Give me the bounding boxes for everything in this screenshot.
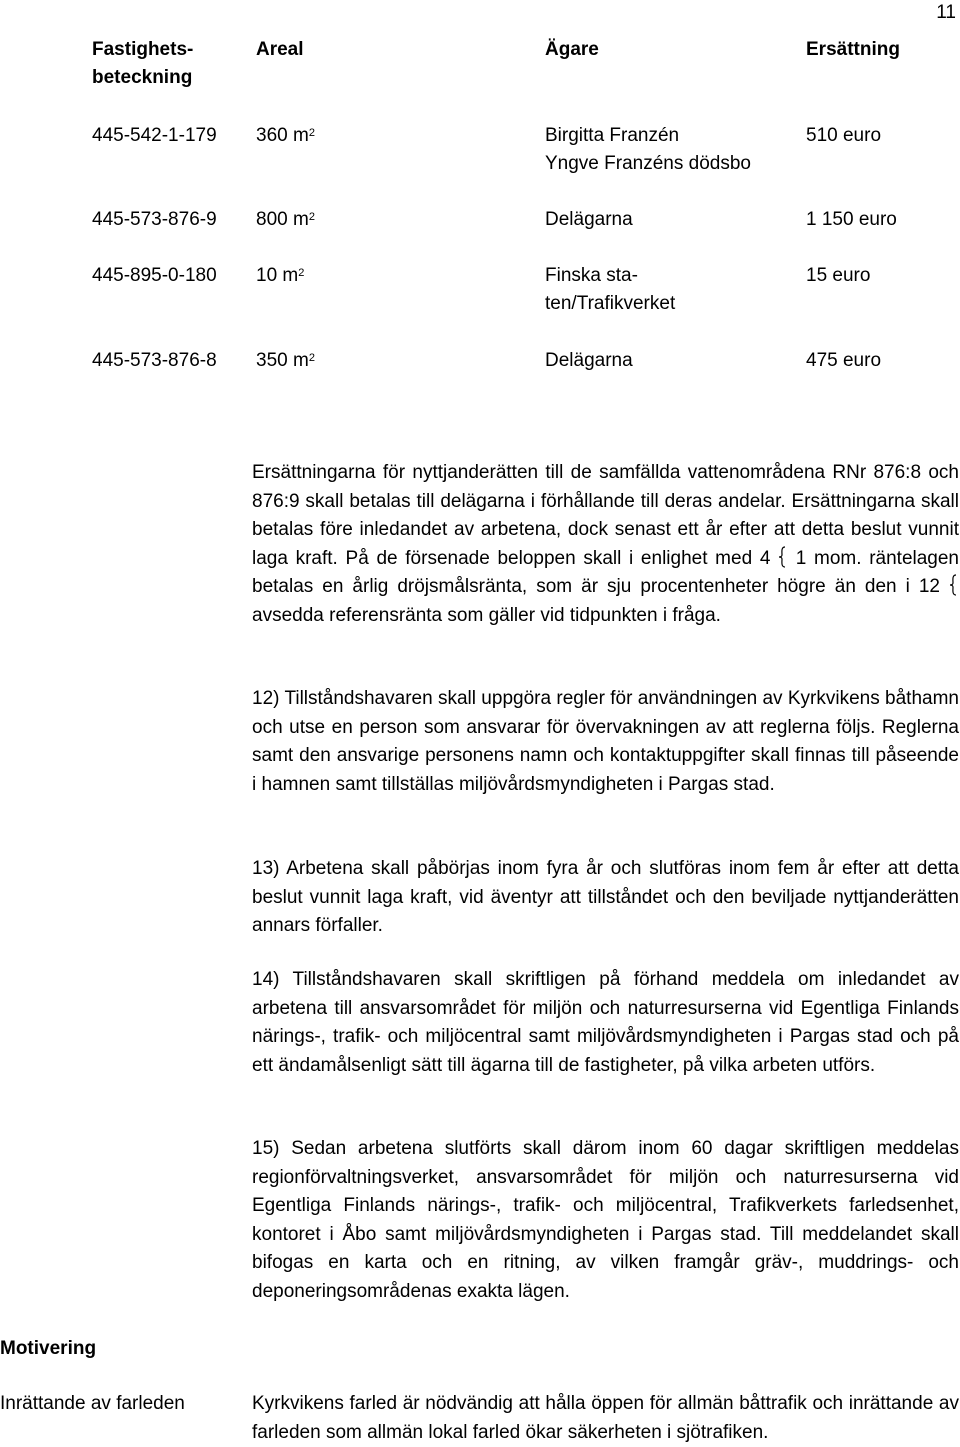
section-sign-icon [778, 545, 788, 574]
row-4-owner: Delägarna [545, 350, 633, 371]
row-2-owner: Delägarna [545, 209, 633, 230]
row-2-area: 800 $m^2$ [256, 209, 315, 230]
row-2-compensation: 1 150 euro [806, 209, 897, 230]
page-number: 11 [936, 2, 956, 23]
row-1-designation: 445-542-1-179 [92, 125, 217, 146]
header-designation: Fastighets- beteckning [92, 39, 194, 88]
header-area: Areal [256, 39, 304, 60]
side-label-farleden: Inrättande av farleden [0, 1393, 185, 1414]
row-1-compensation: 510 euro [806, 125, 882, 146]
paragraph-14: 14) Tillståndshavaren skall skriftligen på förhand meddela om inledandet av arbetena till ansvarsområdet för miljön och naturresurserna vid Egentliga Finlands närings-, trafik- och miljöcentral samt miljövårdsmyndigheten i Pargas stad och på ett ändamålsenligt sätt till ägarna till de fastigheter, på vilka arbeten utförs. [252, 969, 959, 1076]
row-3-designation: 445-895-0-180 [92, 265, 217, 286]
row-4-compensation: 475 euro [806, 350, 882, 371]
header-owner: Ägare [545, 39, 599, 60]
section-sign-icon [949, 573, 959, 602]
row-3-owner: Finska sta- ten/Trafikverket [545, 265, 676, 314]
row-2-designation: 445-573-876-9 [92, 209, 217, 230]
paragraph-compensation: Ersättningarna för nyttjanderätten till de samfällda vattenområdena RNr 876:8 och 876:9 skall betalas till delägarna i förhållande till deras andelar. Ersättningarna skall betalas före inledandet av arbetena, dock senast ett år efter att detta beslut vunnit laga kraft. På de försenade beloppen skall i enlighet med 4 1 mom. räntelagen betalas en årlig dröjsmålsränta, som är sju procentenheter högre än den i 12 avsedda referensränta som gäller vid tidpunkten i fråga. [252, 462, 959, 626]
row-3-compensation: 15 euro [806, 265, 871, 286]
row-3-area: 10 $m^2$ [256, 265, 305, 286]
paragraph-12: 12) Tillståndshavaren skall uppgöra regler för användningen av Kyrkvikens båthamn och utse en person som ansvarar för övervakningen av att reglerna följs. Reglerna samt den ansvarige personens namn och kontaktuppgifter skall finnas till påseende i hamnen samt tillställas miljövårdsmyndigheten i Pargas stad. [252, 688, 959, 795]
paragraph-13: 13) Arbetena skall påbörjas inom fyra år och slutföras inom fem år efter att detta beslut vunnit laga kraft, vid äventyr att tillståndet och den beviljade nyttjanderätten annars förfaller. [252, 858, 959, 937]
motivering-heading: Motivering [0, 1338, 97, 1359]
paragraph-15: 15) Sedan arbetena slutförts skall därom inom 60 dagar skriftligen meddelas regionförvaltningsverket, ansvarsområdet för miljön och naturresurserna vid Egentliga Finlands närings-, trafik- och miljöcentral, Trafikverkets farledsenhet, kontoret i Åbo samt miljövårdsmyndigheten i Pargas stad. Till meddelandet skall bifogas en karta och en ritning, av vilken framgår gräv-, muddrings- och deponeringsområdenas exakta lägen. [252, 1138, 959, 1302]
row-4-area: 350 $m^2$ [256, 350, 315, 371]
header-compensation: Ersättning [806, 39, 900, 60]
row-1-area: 360 $m^2$ [256, 125, 315, 146]
row-1-owner: Birgitta Franzén Yngve Franzéns dödsbo [545, 125, 751, 174]
row-4-designation: 445-573-876-8 [92, 350, 217, 371]
motivering-text: Kyrkvikens farled är nödvändig att hålla öppen för allmän båttrafik och inrättande av farleden som allmän lokal farled ökar säkerheten i sjötrafiken. [252, 1393, 959, 1443]
